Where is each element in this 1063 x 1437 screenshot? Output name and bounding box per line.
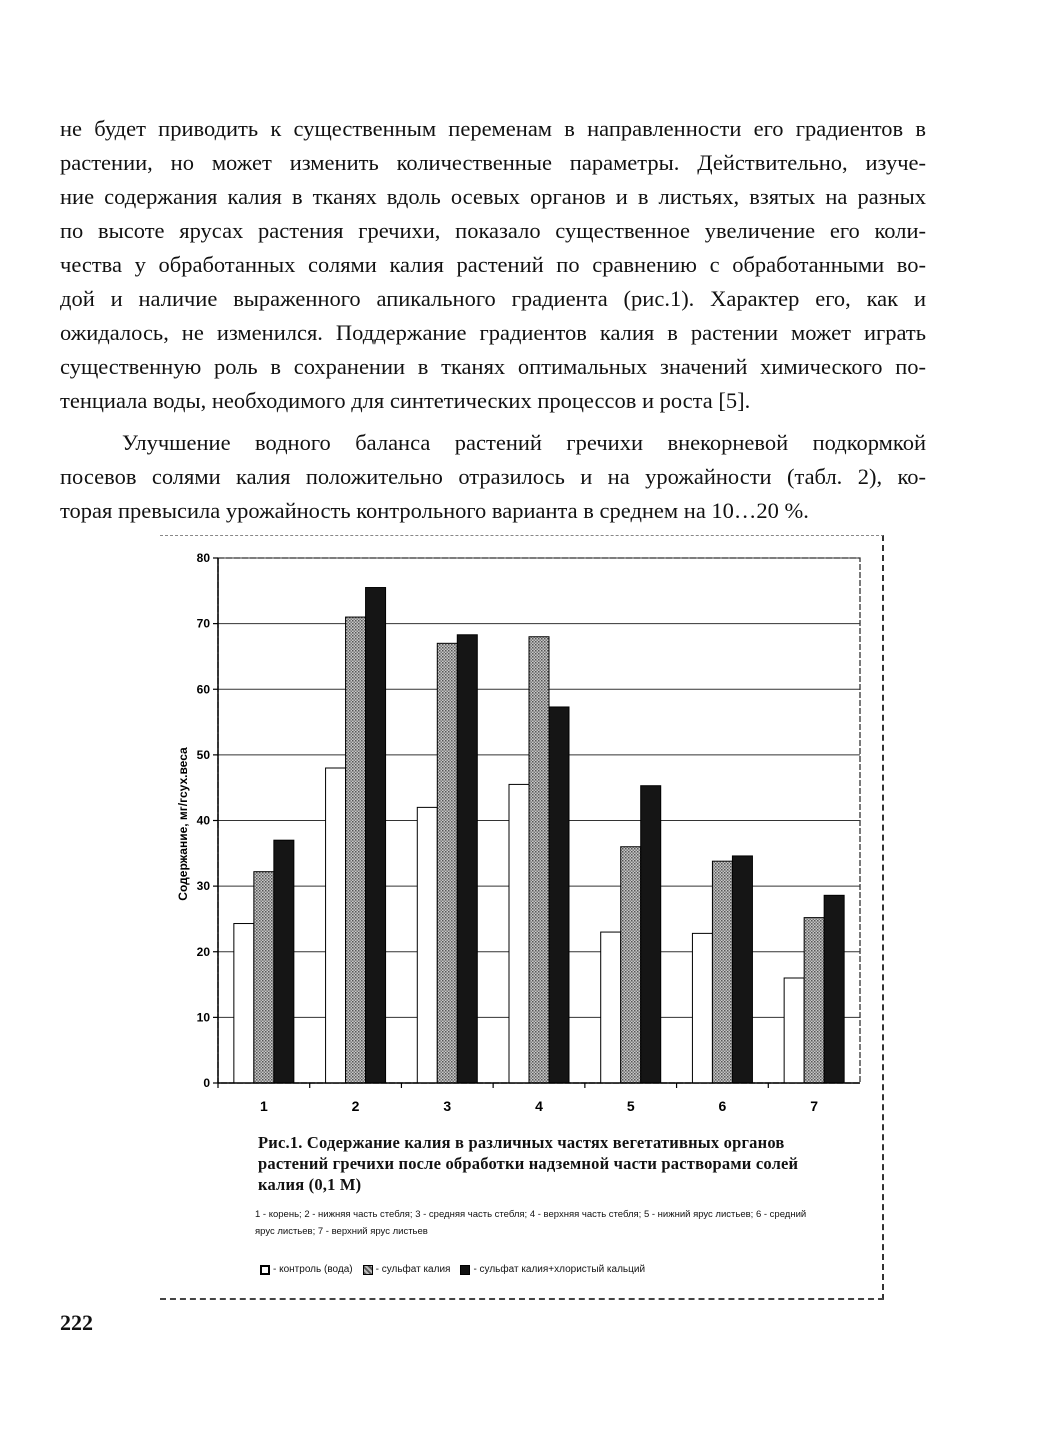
bar-white xyxy=(234,924,254,1083)
bar-gray xyxy=(712,861,732,1083)
paragraph-1-line: дой и наличие выраженного апикального градиента (рис.1). Характер его, как и xyxy=(60,286,926,311)
x-tick-label: 4 xyxy=(535,1098,543,1114)
y-tick-label: 30 xyxy=(196,879,210,894)
y-tick-label: 60 xyxy=(196,682,210,697)
paragraph-1-line: растении, но может изменить количественные параметры. Действительно, изуче- xyxy=(60,150,926,175)
y-tick-label: 70 xyxy=(196,616,210,631)
x-tick-label: 5 xyxy=(626,1098,635,1114)
y-tick-label: 20 xyxy=(196,944,210,959)
y-axis-label: Содержание, мг/гсух.веса xyxy=(176,747,190,901)
bar-white xyxy=(417,807,437,1083)
bar-gray xyxy=(621,847,641,1083)
legend-swatch-white xyxy=(260,1265,270,1275)
legend-swatch-black xyxy=(460,1265,470,1275)
y-tick-label: 40 xyxy=(196,813,210,828)
x-tick-label: 3 xyxy=(443,1098,452,1114)
bar-gray xyxy=(529,637,549,1083)
figure-notes: 1 - корень; 2 - нижняя часть стебля; 3 - средняя часть стебля; 4 - верхняя часть стебля; 5 - нижний ярус листьев; 6 - средний ярус листьев; 7 - верхний ярус листьев xyxy=(255,1209,807,1237)
legend-item-control xyxy=(260,1264,353,1275)
paragraph-1-line: по высоте ярусах растения гречихи, показало существенное увеличение его коли- xyxy=(60,218,926,243)
bar-black xyxy=(824,895,844,1083)
y-tick-label: 80 xyxy=(196,551,210,565)
paragraph-1-line: ожидалось, не изменился. Поддержание градиентов калия в растении может играть xyxy=(60,320,926,345)
bar-black xyxy=(457,635,477,1083)
bar-black xyxy=(274,840,294,1083)
y-tick-label: 50 xyxy=(196,747,210,762)
bar-gray xyxy=(437,643,457,1083)
legend-item-sulfate xyxy=(363,1264,451,1275)
bar-black xyxy=(641,786,661,1083)
paragraph-2-line: посевов солями калия положительно отразилось и на урожайности (табл. 2), ко- xyxy=(60,464,926,489)
x-tick-label: 1 xyxy=(259,1098,268,1114)
x-tick-label: 6 xyxy=(718,1098,727,1114)
paragraph-1 xyxy=(60,112,926,418)
paragraph-1-line: чества у обработанных солями калия растений по сравнению с обработанными во- xyxy=(60,252,926,277)
x-tick-label: 2 xyxy=(351,1098,360,1114)
legend-label-sulfate-cacl: - сульфат калия+хлористый кальций xyxy=(473,1264,646,1275)
bar-white xyxy=(509,784,529,1083)
paragraph-1-line: не будет приводить к существенным переменам в направленности его градиентов в xyxy=(60,116,926,141)
bar-white xyxy=(601,932,621,1083)
bar-white xyxy=(326,768,346,1083)
legend-swatch-gray xyxy=(363,1265,373,1275)
x-tick-label: 7 xyxy=(810,1098,819,1114)
legend-item-sulfate-cacl xyxy=(460,1264,645,1275)
paragraph-1-line: ние содержания калия в тканях вдоль осевых органов и в листьях, взятых на разных xyxy=(60,184,926,209)
paragraph-1-line: существенную роль в сохранении в тканях оптимальных значений химического по- xyxy=(60,354,926,379)
legend-label-sulfate: - сульфат калия xyxy=(375,1264,451,1275)
paragraph-2-line: торая превысила урожайность контрольного варианта в среднем на 10…20 %. xyxy=(60,498,809,523)
bar-gray xyxy=(804,918,824,1083)
paragraph-2 xyxy=(60,426,926,528)
y-tick-label: 0 xyxy=(203,1076,210,1090)
bar-gray xyxy=(346,617,366,1083)
legend-label-control: - контроль (вода) xyxy=(273,1264,353,1275)
paragraph-1-line: тенциала воды, необходимого для синтетических процессов и роста [5]. xyxy=(60,388,751,413)
bar-black xyxy=(549,707,569,1083)
figure-caption: Рис.1. Содержание калия в различных частях вегетативных органов растений гречихи после обработки надземной части растворами солей калия (0,1 М) xyxy=(258,1133,799,1194)
bar-black xyxy=(366,588,386,1083)
figure xyxy=(160,535,884,1300)
bar-black xyxy=(732,856,752,1083)
bar-white xyxy=(692,933,712,1083)
page-number: 222 xyxy=(60,1310,93,1335)
bar-chart xyxy=(160,536,882,1126)
paragraph-2-line: Улучшение водного баланса растений гречихи внекорневой подкормкой xyxy=(122,430,926,455)
bar-gray xyxy=(254,872,274,1083)
y-tick-label: 10 xyxy=(196,1010,210,1025)
legend xyxy=(260,1264,820,1275)
bar-white xyxy=(784,978,804,1083)
